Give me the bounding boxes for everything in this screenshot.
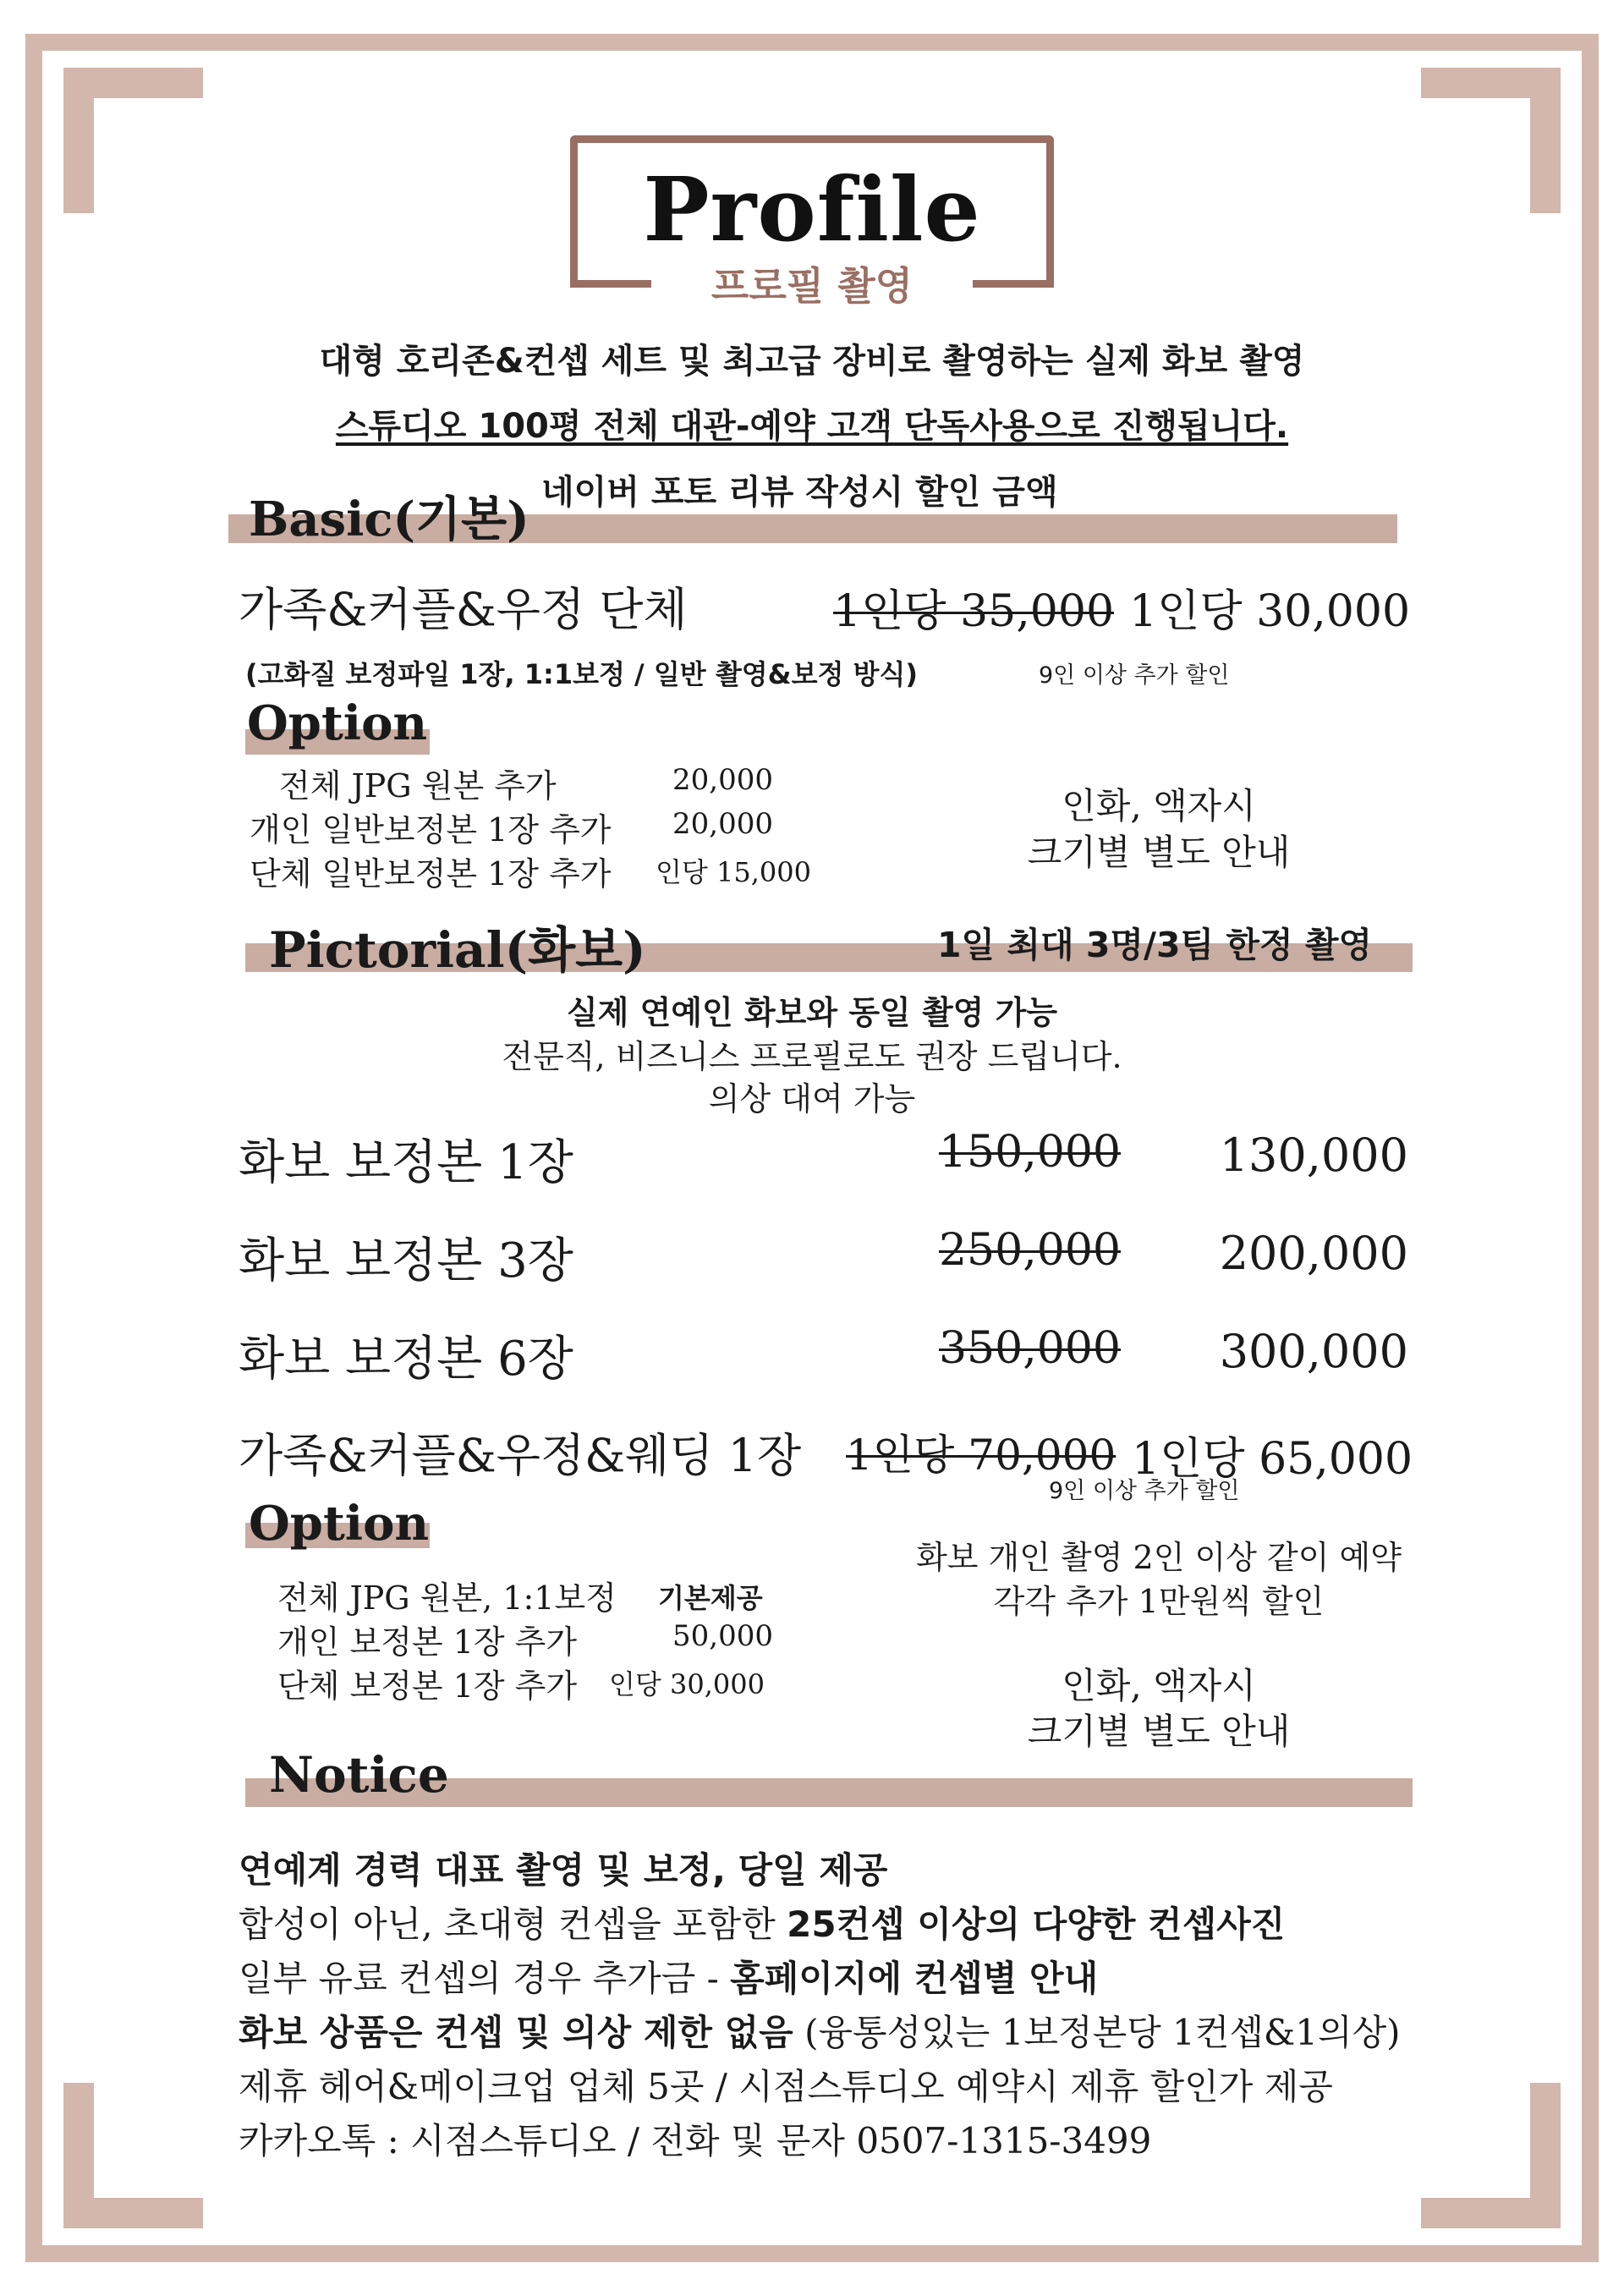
pictorial-item-2-name: 화보 보정본 3장 [239,1233,573,1288]
corner-tr-v [1530,68,1561,213]
pictorial-item-3-sale: 300,000 [1219,1325,1408,1378]
notice-line-2-text: 합성이 아닌, 초대형 컨셉을 포함한 [239,1903,787,1945]
basic-option-2-label: 개인 일반보정본 1장 추가 [250,811,612,849]
basic-detail: (고화질 보정파일 1장, 1:1보정 / 일반 촬영&보정 방식) [245,658,918,690]
pictorial-desc-2: 전문직, 비즈니스 프로필로도 권장 드립니다. [502,1038,1122,1075]
basic-option-heading: Option [247,695,428,751]
pictorial-desc-1: 실제 연예인 화보와 동일 촬영 가능 [566,994,1058,1031]
pictorial-item-2-original: 250,000 [938,1225,1121,1276]
pictorial-heading: Pictorial(화보) [269,921,646,979]
page-title: Profile [643,157,981,261]
pictorial-limit-note: 1일 최대 3명/3팀 한정 촬영 [937,925,1373,965]
basic-option-1-label: 전체 JPG 원본 추가 [279,767,557,805]
pictorial-item-1-sale: 130,000 [1219,1129,1408,1182]
notice-line-2-emphasis: 25컨셉 이상의 다양한 컨셉사진 [787,1903,1286,1945]
pictorial-option-3-label: 단체 보정본 1장 추가 [277,1667,578,1705]
pictorial-desc-3: 의상 대여 가능 [708,1080,916,1118]
pictorial-option-2-label: 개인 보정본 1장 추가 [277,1623,578,1661]
notice-line-6: 카카오톡 : 시점스튜디오 / 전화 및 문자 0507-1315-3499 [239,2120,1152,2161]
pictorial-option-2-price: 50,000 [672,1619,773,1653]
notice-line-3-emphasis: 홈페이지에 컨셉별 안내 [730,1958,1099,1999]
basic-option-2-price: 20,000 [672,807,773,841]
basic-sale-price: 1인당 30,000 [1129,586,1411,637]
basic-option-3-price: 인당 15,000 [656,856,811,888]
notice-heading: Notice [269,1746,449,1804]
basic-discount-note: 9인 이상 추가 할인 [1039,662,1230,689]
basic-original-price: 1인당 35,000 [833,586,1115,637]
notice-line-5: 제휴 헤어&메이크업 업체 5곳 / 시점스튜디오 예약시 제휴 할인가 제공 [239,2066,1333,2107]
notice-line-4 [239,2005,1401,2056]
basic-item-name: 가족&커플&우정 단체 [239,583,688,636]
pictorial-group-note-1: 화보 개인 촬영 2인 이상 같이 예약 [916,1539,1402,1576]
pictorial-group-note-2: 각각 추가 1만원씩 할인 [993,1583,1325,1620]
basic-review-note: 네이버 포토 리뷰 작성시 할인 금액 [541,473,1058,512]
pictorial-discount-note: 9인 이상 추가 할인 [1049,1478,1240,1504]
pictorial-option-1-price: 기본제공 [658,1582,763,1614]
notice-line-3-text: 일부 유료 컨셉의 경우 추가금 - [239,1958,731,1999]
notice-line-4-text: (융통성있는 1보정본당 1컨셉&1의상) [793,2012,1401,2053]
notice-line-4-emphasis: 화보 상품은 컨셉 및 의상 제한 없음 [239,2012,793,2053]
pictorial-print-note-2: 크기별 별도 안내 [1027,1711,1291,1752]
pictorial-option-heading: Option [249,1496,430,1552]
pictorial-item-3-original: 350,000 [938,1323,1121,1374]
pictorial-option-1-label: 전체 JPG 원본, 1:1보정 [277,1579,617,1617]
intro-line-1: 대형 호리존&컨셉 세트 및 최고급 장비로 촬영하는 실제 화보 촬영 [319,342,1305,381]
corner-br-v [1530,2083,1561,2228]
corner-bl-v [63,2083,94,2228]
basic-option-3-label: 단체 일반보정본 1장 추가 [250,855,612,893]
pictorial-item-1-original: 150,000 [938,1127,1121,1178]
pictorial-item-4-original: 1인당 70,000 [846,1431,1116,1480]
basic-option-1-price: 20,000 [672,763,773,797]
corner-tl-v [63,68,94,213]
basic-print-note-2: 크기별 별도 안내 [1027,832,1291,873]
pictorial-item-4-sale: 1인당 65,000 [1132,1434,1413,1485]
pictorial-item-4-name: 가족&커플&우정&웨딩 1장 [239,1429,802,1482]
pictorial-option-3-price: 인당 30,000 [609,1668,765,1700]
pictorial-item-2-sale: 200,000 [1219,1227,1408,1280]
pictorial-print-note-1: 인화, 액자시 [1062,1665,1256,1706]
notice-line-1: 연예계 경력 대표 촬영 및 보정, 당일 제공 [239,1849,888,1891]
basic-heading: Basic(기본) [249,492,529,547]
notice-line-3 [239,1951,1098,2002]
intro-line-2: 스튜디오 100평 전체 대관-예약 고객 단독사용으로 진행됩니다. [335,407,1289,446]
basic-print-note-1: 인화, 액자시 [1062,785,1256,827]
notice-line-2 [239,1897,1285,1947]
page-subtitle: 프로필 촬영 [710,263,914,309]
pictorial-item-3-name: 화보 보정본 6장 [239,1332,573,1387]
pictorial-item-1-name: 화보 보정본 1장 [239,1135,573,1190]
